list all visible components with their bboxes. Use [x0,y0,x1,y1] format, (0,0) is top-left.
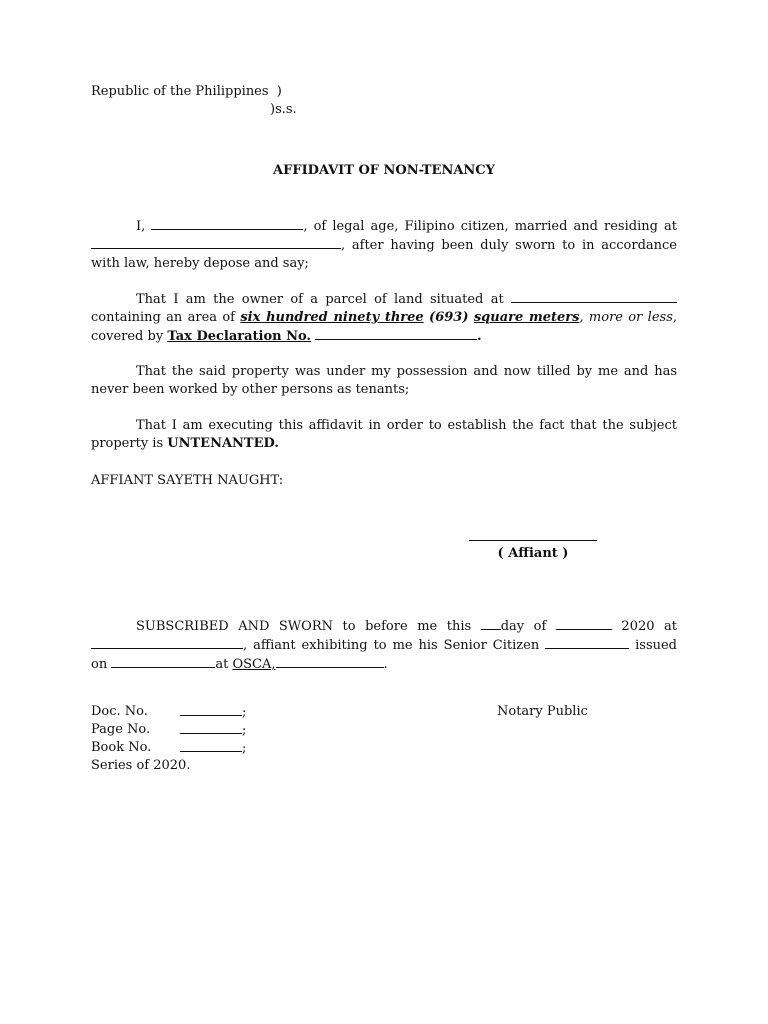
para4-text: That I am executing this affidavit in order to establish the fact that the subject property is [91,418,677,451]
series-label: Series of 2020. [91,758,191,773]
jurat-text-6: at [215,657,229,672]
page-no-blank[interactable] [180,721,242,734]
notary-public-label: Notary Public [497,704,588,719]
jurat-text-5: issued on [91,638,677,672]
para1-text-1: of legal age, Filipino citizen, married and residing at [313,219,677,234]
jurat-text-3: 2020 at [621,619,678,634]
paragraph-ownership [91,290,677,346]
name-blank[interactable] [151,217,303,230]
senior-id-blank[interactable] [545,636,629,649]
para3-text: That the said property was under my possession and now tilled by me and has never been worked by other persons as tenants; [91,364,677,397]
para1-comma: , [303,219,308,234]
page-no-semicolon: ; [242,723,247,738]
doc-no-entry [180,703,246,722]
place-blank[interactable] [91,636,243,649]
jurat-text-4: , affiant exhibiting to me his Senior Citizen [243,638,540,653]
tax-declaration-label: Tax Declaration No. [167,329,311,344]
para2-text-2: containing an area of [91,310,235,325]
affiant-label: ( Affiant ) [497,546,569,561]
affiant-sayeth-naught: AFFIANT SAYETH NAUGHT: [91,473,284,488]
paragraph-purpose [91,417,677,453]
area-in-words: six hundred ninety three [240,310,424,325]
osca-label: OSCA, [232,657,276,672]
jurat-text-1: SUBSCRIBED AND SWORN to before me this [136,619,472,634]
page-no-label: Page No. [91,722,151,737]
more-or-less: , more or less [579,310,673,325]
paragraph-identity [91,217,677,273]
issue-date-blank[interactable] [111,655,215,668]
area-number: (693) [429,310,469,325]
address-blank[interactable] [91,236,341,249]
book-no-entry [180,739,246,758]
venue-ss: )s.s. [270,102,297,117]
para2-period: . [477,329,482,344]
para1-start: I, [136,219,146,234]
affiant-signature-line[interactable] [469,540,597,541]
area-unit: square meters [473,310,580,325]
jurat-period: . [383,657,388,672]
para1-text-2: , after having been duly sworn to in accordance with law, hereby depose and say; [91,238,677,271]
para2-text-1: That I am the owner of a parcel of land situated at [136,292,504,307]
osca-blank[interactable] [276,655,384,668]
venue-paren: ) [276,84,282,99]
venue-country: Republic of the Philippines [91,84,269,99]
para2-text-3: , covered by [91,310,678,344]
book-no-semicolon: ; [242,741,247,756]
book-no-blank[interactable] [180,739,242,752]
page-no-entry [180,721,246,740]
jurat-paragraph [91,617,677,674]
day-blank[interactable] [481,617,501,630]
tax-declaration-blank[interactable] [315,327,477,340]
doc-no-semicolon: ; [242,705,247,720]
paragraph-possession [91,363,677,399]
venue-line-1 [91,83,282,101]
doc-no-blank[interactable] [180,703,242,716]
document-title: AFFIDAVIT OF NON-TENANCY [273,163,495,178]
untenanted-status: UNTENANTED. [167,436,279,451]
doc-no-label: Doc. No. [91,704,148,719]
location-blank[interactable] [511,290,677,303]
jurat-text-2: day of [500,619,547,634]
month-blank[interactable] [556,617,612,630]
book-no-label: Book No. [91,740,152,755]
